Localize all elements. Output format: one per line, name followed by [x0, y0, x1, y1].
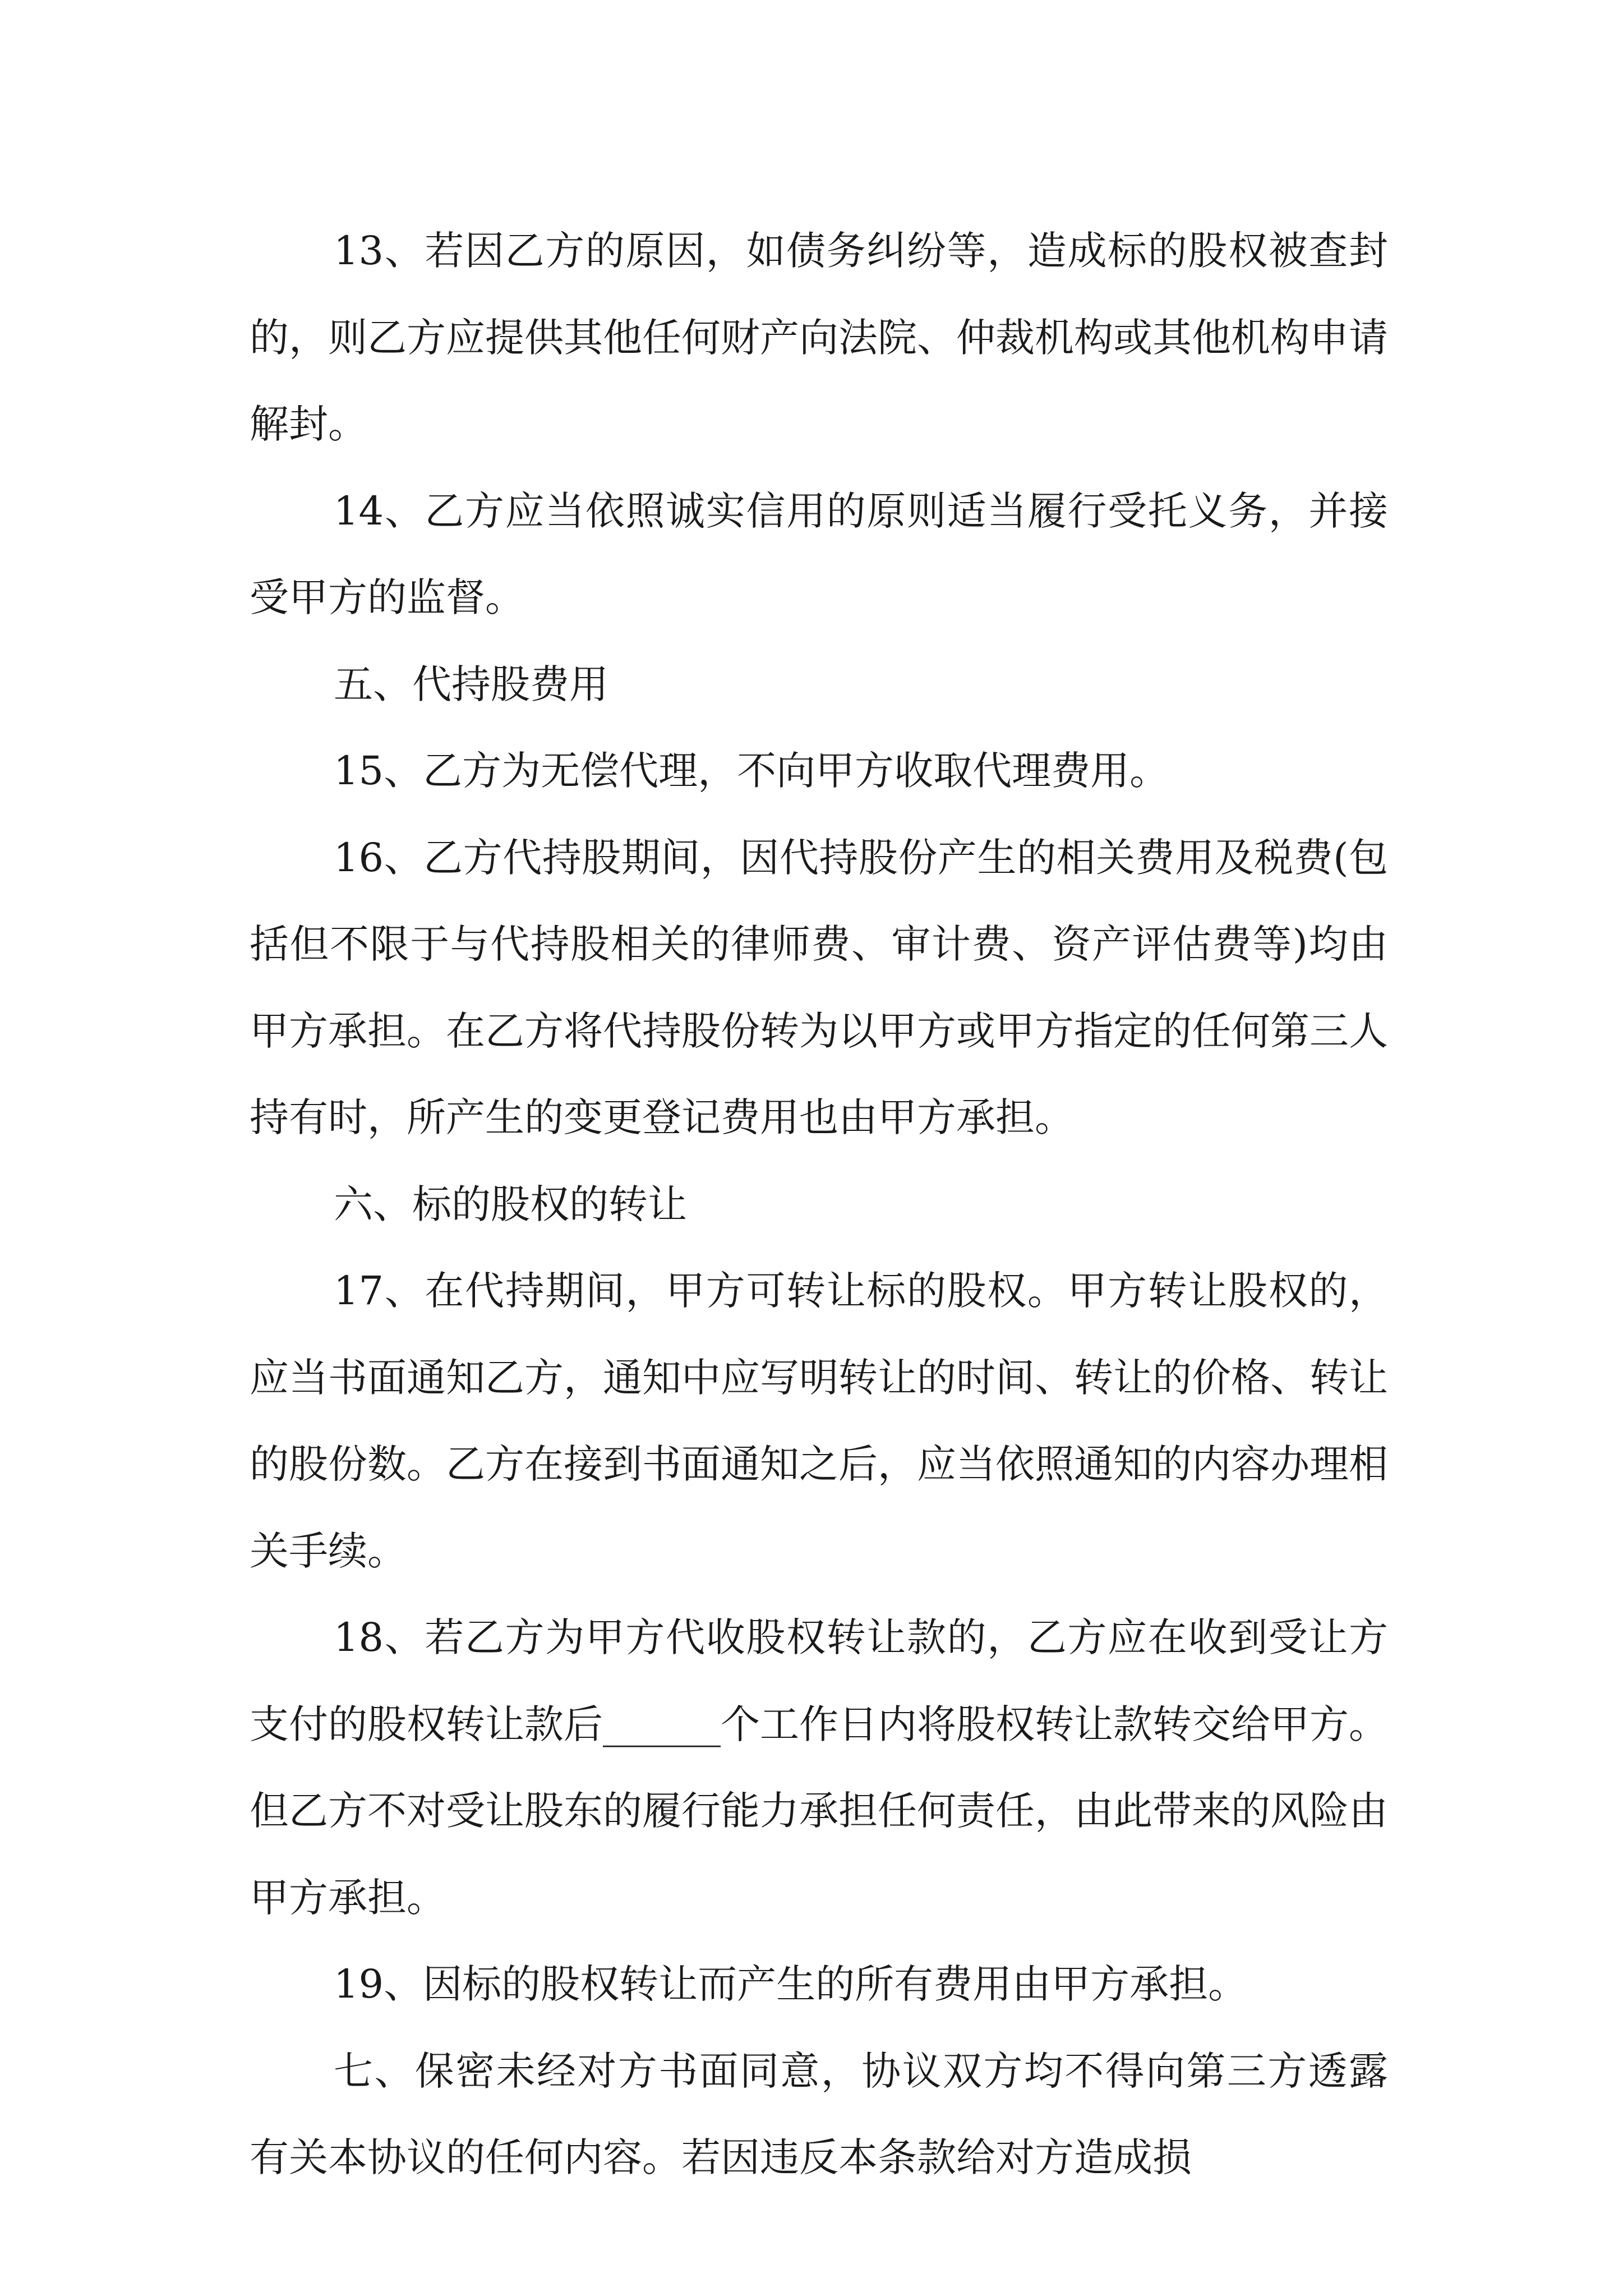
paragraph-14: 14、乙方应当依照诚实信用的原则适当履行受托义务，并接受甲方的监督。 — [250, 487, 1388, 620]
paragraph-15: 15、乙方为无偿代理，不向甲方收取代理费用。 — [334, 748, 1169, 794]
paragraph-18: 18、若乙方为甲方代收股权转让款的，乙方应在收到受让方支付的股权转让款后______个工作日内将股权转让款转交给甲方。但乙方不对受让股东的履行能力承担任何责任，由此带来的风险由甲方承担。 — [250, 1614, 1388, 1921]
section-heading-6: 六、标的股权的转让 — [334, 1181, 687, 1227]
paragraph-13: 13、若因乙方的原因，如债务纠纷等，造成标的股权被查封的，则乙方应提供其他任何财产向法院、仲裁机构或其他机构申请解封。 — [250, 228, 1388, 447]
section-heading-7: 七、保密未经对方书面同意，协议双方均不得向第三方透露有关本协议的任何内容。若因违反本条款给对方造成损 — [250, 2047, 1388, 2180]
paragraph-16: 16、乙方代持股期间，因代持股份产生的相关费用及税费(包括但不限于与代持股相关的律师费、审计费、资产评估费等)均由甲方承担。在乙方将代持股份转为以甲方或甲方指定的任何第三人持有时，所产生的变更登记费用也由甲方承担。 — [250, 834, 1388, 1140]
document-body — [250, 208, 1388, 2201]
paragraph-17: 17、在代持期间，甲方可转让标的股权。甲方转让股权的，应当书面通知乙方，通知中应写明转让的时间、转让的价格、转让的股份数。乙方在接到书面通知之后，应当依照通知的内容办理相关手续。 — [250, 1268, 1388, 1574]
section-heading-5: 五、代持股费用 — [334, 661, 608, 707]
paragraph-19: 19、因标的股权转让而产生的所有费用由甲方承担。 — [334, 1961, 1248, 2007]
